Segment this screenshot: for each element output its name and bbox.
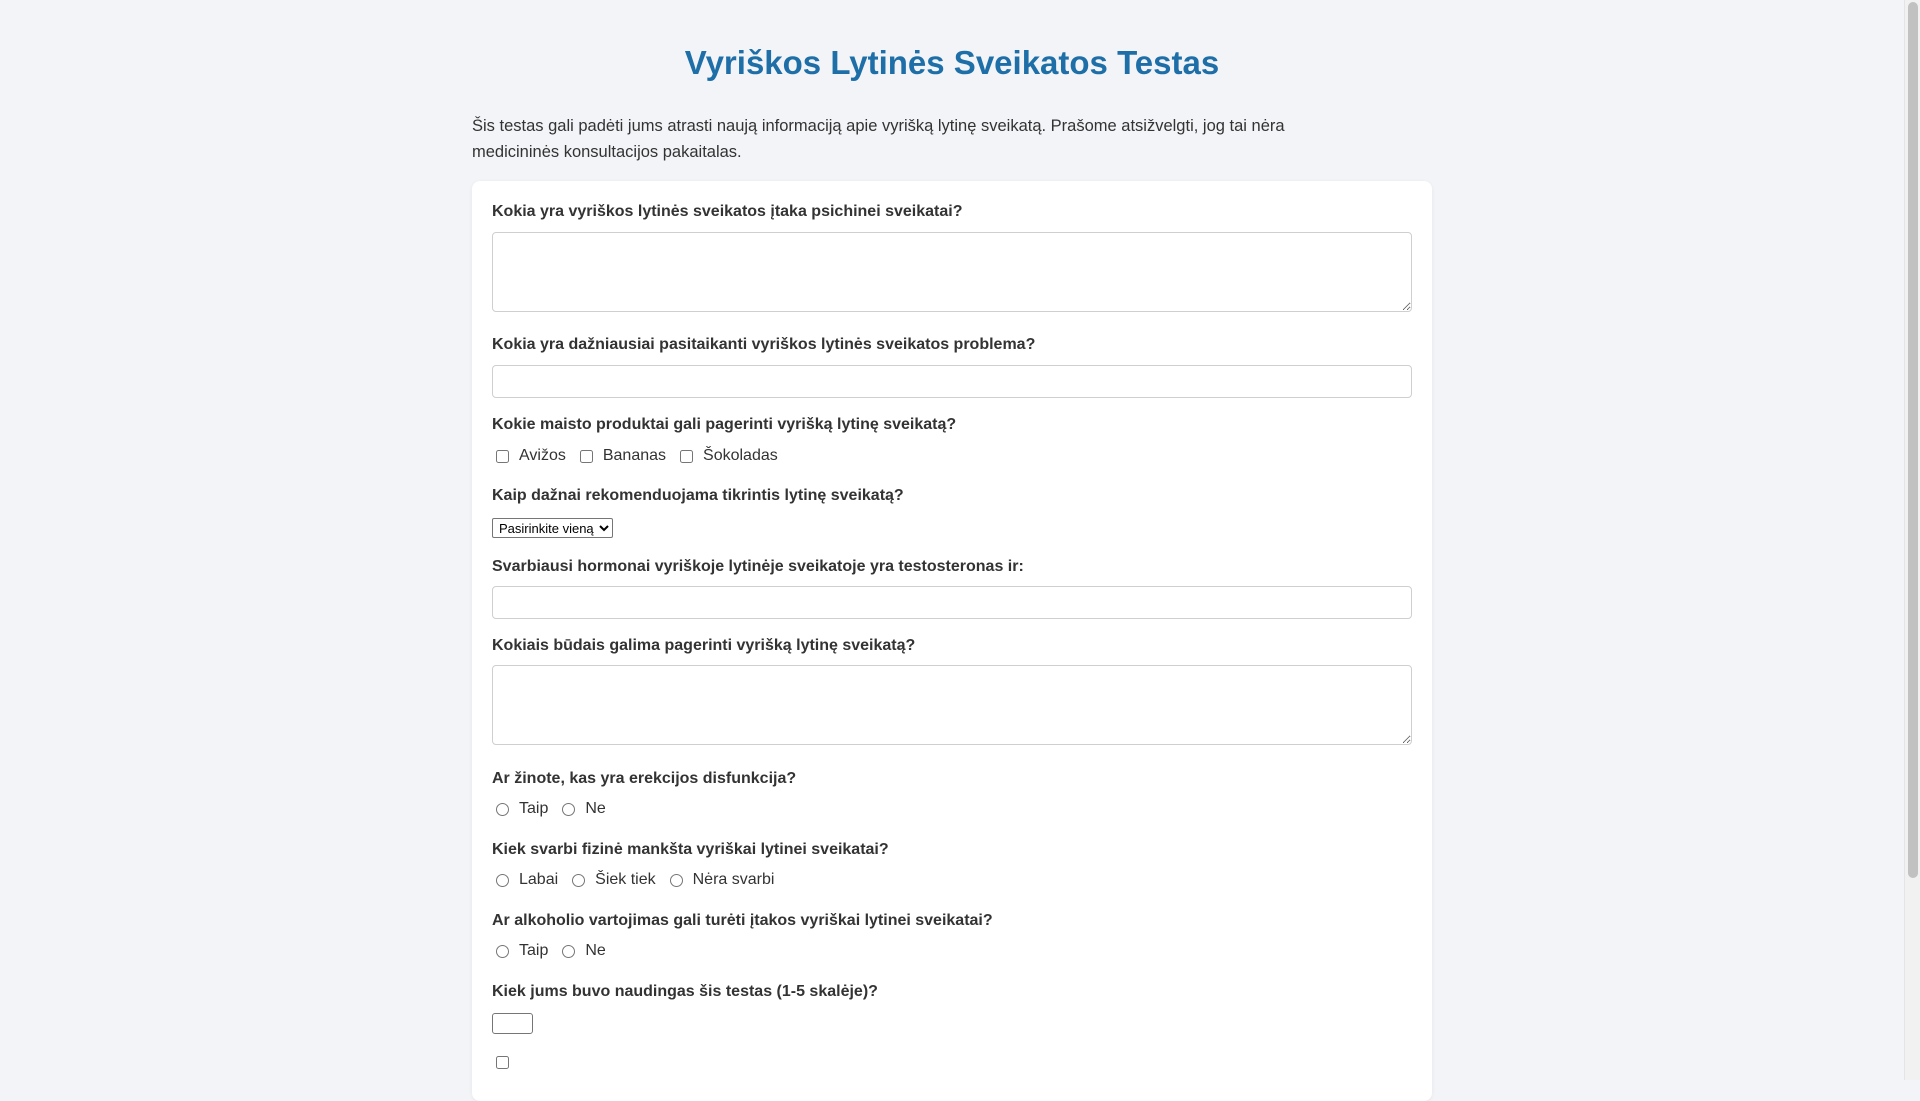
page-title: Vyriškos Lytinės Sveikatos Testas bbox=[684, 44, 1220, 81]
option-siek-tiek-label: Šiek tiek bbox=[595, 871, 656, 888]
question-9-options bbox=[492, 940, 616, 962]
option-bananas-checkbox[interactable] bbox=[580, 450, 593, 463]
option-ne-radio[interactable] bbox=[562, 803, 575, 816]
question-1-label: Kokia yra vyriškos lytinės sveikatos įtaka psichinei sveikatai? bbox=[492, 203, 963, 220]
option-siek-tiek-radio[interactable] bbox=[572, 874, 585, 887]
option-sokoladas-checkbox[interactable] bbox=[680, 450, 693, 463]
question-3-options bbox=[492, 445, 788, 467]
question-8-label: Kiek svarbi fizinė mankšta vyriškai lytinei sveikatai? bbox=[492, 841, 889, 858]
question-2-label: Kokia yra dažniausiai pasitaikanti vyriškos lytinės sveikatos problema? bbox=[492, 336, 1036, 353]
option-sokoladas-label: Šokoladas bbox=[703, 447, 778, 464]
option-taip-label: Taip bbox=[519, 942, 549, 959]
scrollbar-thumb[interactable] bbox=[1908, 2, 1918, 878]
question-7-options bbox=[492, 798, 616, 820]
rating-input[interactable] bbox=[492, 1013, 533, 1034]
option-bananas-label: Bananas bbox=[602, 447, 667, 464]
question-7-label: Ar žinote, kas yra erekcijos disfunkcija? bbox=[492, 770, 797, 787]
option-taip-label: Taip bbox=[519, 800, 549, 817]
question-5-label: Svarbiausi hormonai vyriškoje lytinėje sveikatoje yra testosteronas ir: bbox=[492, 558, 1024, 575]
question-10-label: Kiek jums buvo naudingas šis testas (1-5 skalėje)? bbox=[492, 983, 878, 1000]
question-9-label: Ar alkoholio vartojimas gali turėti įtakos vyriškai lytinei sveikatai? bbox=[492, 912, 993, 929]
option-ne-label: Ne bbox=[585, 800, 606, 817]
option-ne-label: Ne bbox=[585, 942, 606, 959]
question-2-input[interactable] bbox=[492, 365, 1412, 398]
question-1-textarea[interactable] bbox=[492, 232, 1412, 312]
question-6-textarea[interactable] bbox=[492, 665, 1412, 745]
consent-checkbox[interactable] bbox=[496, 1056, 509, 1069]
option-nera-svarbi-radio[interactable] bbox=[670, 874, 683, 887]
intro-text: Šis testas gali padėti jums atrasti naują informaciją apie vyrišką lytinę sveikatą. Prašome atsižvelgti, jog tai nėra medicininės konsultacijos pakaitalas. bbox=[472, 117, 1285, 161]
option-labai-label: Labai bbox=[519, 871, 559, 888]
quiz-form bbox=[472, 181, 1432, 1101]
question-4-label: Kaip dažnai rekomenduojama tikrintis lytinę sveikatą? bbox=[492, 487, 904, 504]
question-8-options bbox=[492, 869, 784, 891]
option-avizos-label: Avižos bbox=[519, 447, 566, 464]
page-scrollbar[interactable] bbox=[1904, 0, 1920, 1080]
question-6-label: Kokiais būdais galima pagerinti vyrišką lytinę sveikatą? bbox=[492, 637, 916, 654]
question-5-input[interactable] bbox=[492, 586, 1412, 619]
option-avizos-checkbox[interactable] bbox=[496, 450, 509, 463]
option-nera-svarbi-label: Nėra svarbi bbox=[692, 871, 775, 888]
question-3-label: Kokie maisto produktai gali pagerinti vyrišką lytinę sveikatą? bbox=[492, 416, 957, 433]
frequency-select[interactable] bbox=[492, 518, 613, 538]
option-taip-radio[interactable] bbox=[496, 945, 509, 958]
option-ne-radio[interactable] bbox=[562, 945, 575, 958]
option-labai-radio[interactable] bbox=[496, 874, 509, 887]
option-taip-radio[interactable] bbox=[496, 803, 509, 816]
